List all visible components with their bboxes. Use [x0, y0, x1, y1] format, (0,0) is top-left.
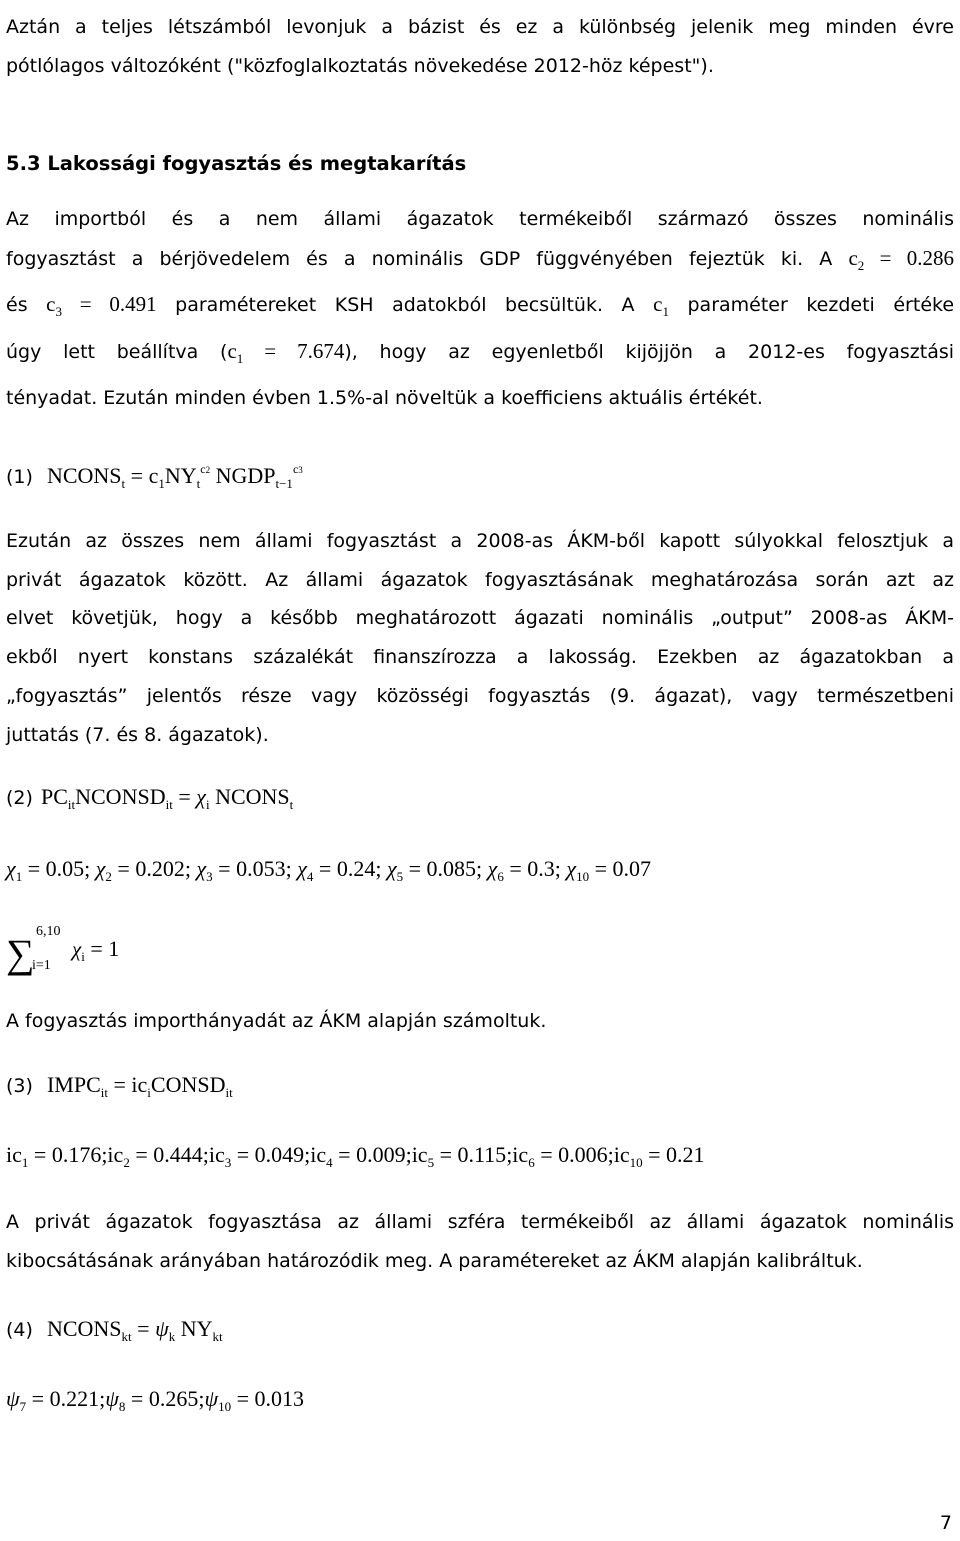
import-paragraph [6, 1002, 954, 1041]
sum-formula [6, 924, 166, 984]
line2-text: fogyasztást a bérjövedelem és a nominális GDP függvényében fejeztük ki. A [6, 247, 833, 270]
equation-1-label: (1) [6, 466, 33, 488]
chi4-value: 0.24 [336, 856, 376, 881]
psi-values: $\psi_7$ = $0.221;\psi_8$ = $0.265;\psi_{10} = 0.013$ [6, 1386, 305, 1414]
private-line-1: A privát ágazatok fogyasztása az állami szféra termékeiből az állami ágazatok nominális [6, 1211, 954, 1233]
c2-value: 0.286 [906, 245, 955, 270]
equation-4-formula: $NCONS_{kt} = \psi_k$ $NY_{kt}$ [46, 1316, 223, 1344]
equation-4-label: (4) [6, 1319, 33, 1341]
psi7-value: 0.221 [49, 1386, 100, 1411]
c1-value: 7.674 [297, 339, 345, 364]
equation-2-formula: $PC_{it}NCONSD_{it} = \chi_i$ $NCONS_t$ [40, 784, 294, 812]
equation-4 [6, 1316, 223, 1345]
consumption-paragraph [6, 200, 954, 418]
c2-formula: $c_2 = 0.286$ [848, 245, 955, 273]
equation-1 [6, 462, 303, 492]
ic6-value: 0.006 [558, 1142, 608, 1167]
chi5-value: 0.085 [426, 856, 477, 881]
line4-tail: ), hogy az egyenletből kijöjjön a 2012-es fogyasztási [344, 341, 955, 364]
ic10-value: 0.21 [666, 1142, 705, 1167]
consumption-line-1: Az importból és a nem állami ágazatok termékeiből származó összes nominális [6, 208, 954, 230]
psi8-value: 0.265 [148, 1386, 199, 1411]
chi3-value: 0.053 [236, 856, 286, 881]
equation-3-formula: $IMPC_{it}$ = $ic_iCONSD_{it}$ [46, 1072, 233, 1100]
c3-value: 0.491 [109, 292, 157, 317]
sum-lower: i=1 [32, 958, 51, 973]
allocation-line-5: „fogyasztás” jelentős része vagy közösségi fogyasztás (9. ágazat), vagy természetbeni [6, 684, 954, 707]
sum-rhs: 1 [108, 936, 120, 961]
sum-body: $\chi_i = 1$ [72, 936, 120, 964]
ic2-value: 0.444 [153, 1142, 203, 1167]
consumption-line-2 [6, 239, 954, 286]
intro-paragraph [6, 8, 954, 85]
line4-text: úgy lett beállítva ( [6, 341, 228, 364]
consumption-line-4 [6, 332, 954, 379]
line3-es: és [6, 294, 28, 317]
equation-2 [6, 784, 293, 813]
equation-3 [6, 1072, 233, 1101]
chi10-value: 0.07 [612, 856, 652, 881]
allocation-line-4: ekből nyert konstans százalékát finanszírozza a lakosság. Ezekben az ágazatokban a [6, 646, 954, 669]
import-line: A fogyasztás importhányadát az ÁKM alapján számoltuk. [6, 1010, 547, 1032]
allocation-line-3: elvet követjük, hogy a később meghatározott ágazati nominális „output” 2008-as ÁKM- [6, 607, 954, 630]
allocation-line-6: juttatás (7. és 8. ágazatok). [6, 723, 269, 746]
allocation-line-2: privát ágazatok között. Az állami ágazatok fogyasztásának meghatározása során azt az [6, 568, 954, 591]
ic5-value: 0.115 [457, 1142, 507, 1167]
allocation-line-1: Ezután az összes nem állami fogyasztást a 2008-as ÁKM-ből kapott súlyokkal felosztjuk a [6, 530, 954, 552]
psi10-value: 0.013 [254, 1386, 305, 1411]
ic3-value: 0.049 [254, 1142, 305, 1167]
private-sector-paragraph [6, 1203, 954, 1280]
line3-tail: paraméter kezdeti értéke [687, 294, 955, 317]
section-heading: 5.3 Lakossági fogyasztás és megtakarítás [6, 152, 467, 175]
allocation-paragraph [6, 522, 954, 754]
chi6-value: 0.3 [527, 856, 555, 881]
equation-3-label: (3) [6, 1075, 33, 1097]
ic1-value: 0.176 [51, 1142, 102, 1167]
chi2-value: 0.202 [135, 856, 185, 881]
line3-text: paramétereket KSH adatokból becsültük. A [175, 294, 635, 317]
intro-line-1: Aztán a teljes létszámból levonjuk a bázist és ez a különbség jelenik meg minden évre [6, 16, 954, 38]
chi-values: $\chi_1 = 0.05$; $\chi_2 = 0.202$; $\chi_3 = 0.053$; $\chi_4 = 0.24$; $\chi_5 = 0.085$; $\chi_6 = 0.3$; $\chi_{10} = 0.07$ [6, 856, 652, 884]
ic4-value: 0.009 [356, 1142, 406, 1167]
sigma-symbol: ∑ [6, 931, 35, 976]
equation-1-formula: $NCONS_t = c_1NY_t^{c2}$ $NGDP_{t-1}^{c3}$ [46, 462, 303, 491]
equation-2-label: (2) [6, 787, 33, 809]
c3-formula: $c_3 = 0.491$ [46, 292, 157, 320]
intro-line-2: pótlólagos változóként ("közfoglalkoztatás növekedése 2012-höz képest"). [6, 54, 714, 77]
c1-formula: $c_1 = 7.674$ [227, 339, 345, 367]
c1-symbol: $c_1$ [653, 292, 669, 320]
private-line-2: kibocsátásának arányában határozódik meg. A paramétereket az ÁKM alapján kalibráltuk. [6, 1249, 863, 1272]
ic-values: $ic_1$ = $0.176;ic_2$ = $0.444;ic_3$ = $0.049;ic_4$ = $0.009;ic_5$ = $0.115;ic_6$ = $0.006;ic_{10} = 0.21$ [6, 1142, 705, 1170]
page-number: 7 [939, 1512, 952, 1534]
consumption-line-3 [6, 285, 954, 332]
sum-upper: 6,10 [36, 924, 61, 939]
consumption-line-5: tényadat. Ezután minden évben 1.5%-al növeltük a koefficiens aktuális értékét. [6, 386, 763, 409]
chi1-value: 0.05 [45, 856, 85, 881]
